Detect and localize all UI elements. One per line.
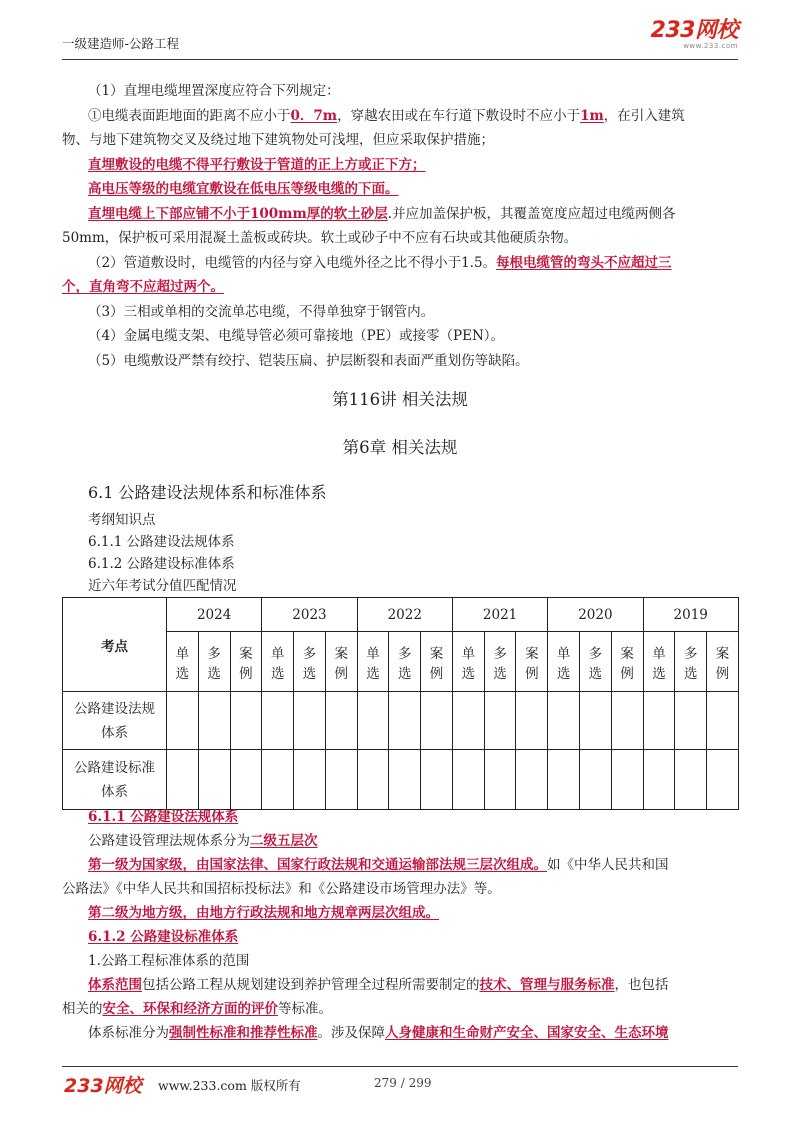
header-divider bbox=[62, 59, 738, 60]
para-line: 公路建设管理法规体系分为二级五层次 bbox=[88, 833, 318, 849]
outline-item: 6.1.2 公路建设标准体系 bbox=[88, 556, 235, 572]
sub-header: 单 选 bbox=[262, 632, 294, 692]
para-line: 物、与地下建筑物交叉及绕过地下建筑物处可浅埋，但应采取保护措施； bbox=[62, 132, 494, 148]
header-title: 一级建造师-公路工程 bbox=[62, 36, 180, 51]
footer-copyright: www.233.com 版权所有 bbox=[158, 1078, 301, 1093]
para-line: 公路法》《中华人民共和国招标投标法》和《公路建设市场管理办法》等。 bbox=[62, 881, 501, 897]
outline-item: 6.1.1 公路建设法规体系 bbox=[88, 534, 235, 550]
para-line: 1.公路工程标准体系的范围 bbox=[88, 953, 250, 969]
year-header: 2022 bbox=[357, 598, 452, 632]
brand-logo bbox=[651, 20, 738, 51]
logo-text: 233网校 bbox=[650, 18, 738, 43]
sub-header: 案 例 bbox=[421, 632, 453, 692]
para-line: 相关的安全、环保和经济方面的评价等标准。 bbox=[62, 1001, 332, 1017]
para-line: （1）直埋电缆埋置深度应符合下列规定： bbox=[88, 83, 340, 99]
highlight-line: 高电压等级的电缆宜敷设在低电压等级电缆的下面。 bbox=[88, 181, 399, 197]
sub-header: 案 例 bbox=[707, 632, 739, 692]
sub-header: 案 例 bbox=[611, 632, 643, 692]
year-header: 2023 bbox=[262, 598, 357, 632]
lecture-title: 第116讲 相关法规 bbox=[332, 390, 468, 409]
highlight-line: 直埋敷设的电缆不得平行敷设于管道的正上方或正下方； bbox=[88, 157, 426, 173]
outline-label: 考纲知识点 bbox=[88, 512, 156, 528]
sub-header: 单 选 bbox=[167, 632, 199, 692]
para-line: ①电缆表面距地面的距离不应小于0．7m，穿越农田或在车行道下敷设时不应小于1m，在引入建筑 bbox=[88, 108, 685, 124]
para-line: 体系范围包括公路工程从规划建设到养护管理全过程所需要制定的技术、管理与服务标准，也包括 bbox=[88, 977, 669, 993]
sub-header: 多 选 bbox=[675, 632, 707, 692]
footer-logo: 233网校 bbox=[64, 1075, 142, 1097]
row-label: 公路建设标准 体系 bbox=[63, 750, 167, 810]
year-header: 2019 bbox=[643, 598, 738, 632]
para-line: 50mm，保护板可采用混凝土盖板或砖块。软土或砂子中不应有石块或其他硬质杂物。 bbox=[62, 230, 578, 246]
subsection-title: 6.1.1 公路建设法规体系 bbox=[88, 809, 239, 825]
chapter-title: 第6章 相关法规 bbox=[342, 438, 458, 457]
year-header: 2020 bbox=[548, 598, 643, 632]
para-line: （5）电缆敷设严禁有绞拧、铠装压扁、护层断裂和表面严重划伤等缺陷。 bbox=[88, 353, 529, 369]
page-number: 279 / 299 bbox=[374, 1076, 432, 1090]
sub-header: 多 选 bbox=[580, 632, 612, 692]
table-row bbox=[63, 750, 739, 810]
highlight-line: 个，直角弯不应超过两个。 bbox=[62, 279, 224, 295]
sub-header: 多 选 bbox=[484, 632, 516, 692]
row-label: 公路建设法规 体系 bbox=[63, 692, 167, 750]
sub-header: 案 例 bbox=[516, 632, 548, 692]
section-title: 6.1 公路建设法规体系和标准体系 bbox=[88, 483, 327, 502]
sub-header: 多 选 bbox=[389, 632, 421, 692]
para-line: （2）管道敷设时，电缆管的内径与穿入电缆外径之比不得小于1.5。每根电缆管的弯头不应超过三 bbox=[88, 255, 672, 271]
para-line: 直埋电缆上下部应铺不小于100mm厚的软土砂层.并应加盖保护板，其覆盖宽度应超过电缆两侧各 bbox=[88, 206, 676, 222]
sub-header: 单 选 bbox=[548, 632, 580, 692]
table-intro: 近六年考试分值匹配情况 bbox=[88, 578, 237, 594]
highlight-line: 第二级为地方级，由地方行政法规和地方规章两层次组成。 bbox=[88, 905, 439, 921]
sub-header: 多 选 bbox=[294, 632, 326, 692]
year-header: 2021 bbox=[452, 598, 547, 632]
para-line: 第一级为国家级，由国家法律、国家行政法规和交通运输部法规三层次组成。如《中华人民共和国 bbox=[88, 857, 669, 873]
table-row bbox=[63, 692, 739, 750]
logo-subtext: www.233.com bbox=[683, 42, 738, 50]
sub-header: 案 例 bbox=[230, 632, 262, 692]
score-table bbox=[62, 597, 739, 810]
subsection-title: 6.1.2 公路建设标准体系 bbox=[88, 929, 239, 945]
corner-header: 考点 bbox=[63, 598, 167, 692]
sub-header: 单 选 bbox=[452, 632, 484, 692]
para-line: 体系标准分为强制性标准和推荐性标准。涉及保障人身健康和生命财产安全、国家安全、生态环境 bbox=[88, 1025, 669, 1041]
para-line: （3）三相或单相的交流单芯电缆，不得单独穿于钢管内。 bbox=[88, 304, 435, 320]
sub-header: 单 选 bbox=[357, 632, 389, 692]
page-header bbox=[62, 20, 738, 56]
sub-header: 多 选 bbox=[198, 632, 230, 692]
para-line: （4）金属电缆支架、电缆导管必须可靠接地（PE）或接零（PEN）。 bbox=[88, 328, 505, 344]
year-header: 2024 bbox=[167, 598, 262, 632]
sub-header: 单 选 bbox=[643, 632, 675, 692]
footer-divider bbox=[62, 1066, 738, 1067]
sub-header: 案 例 bbox=[325, 632, 357, 692]
